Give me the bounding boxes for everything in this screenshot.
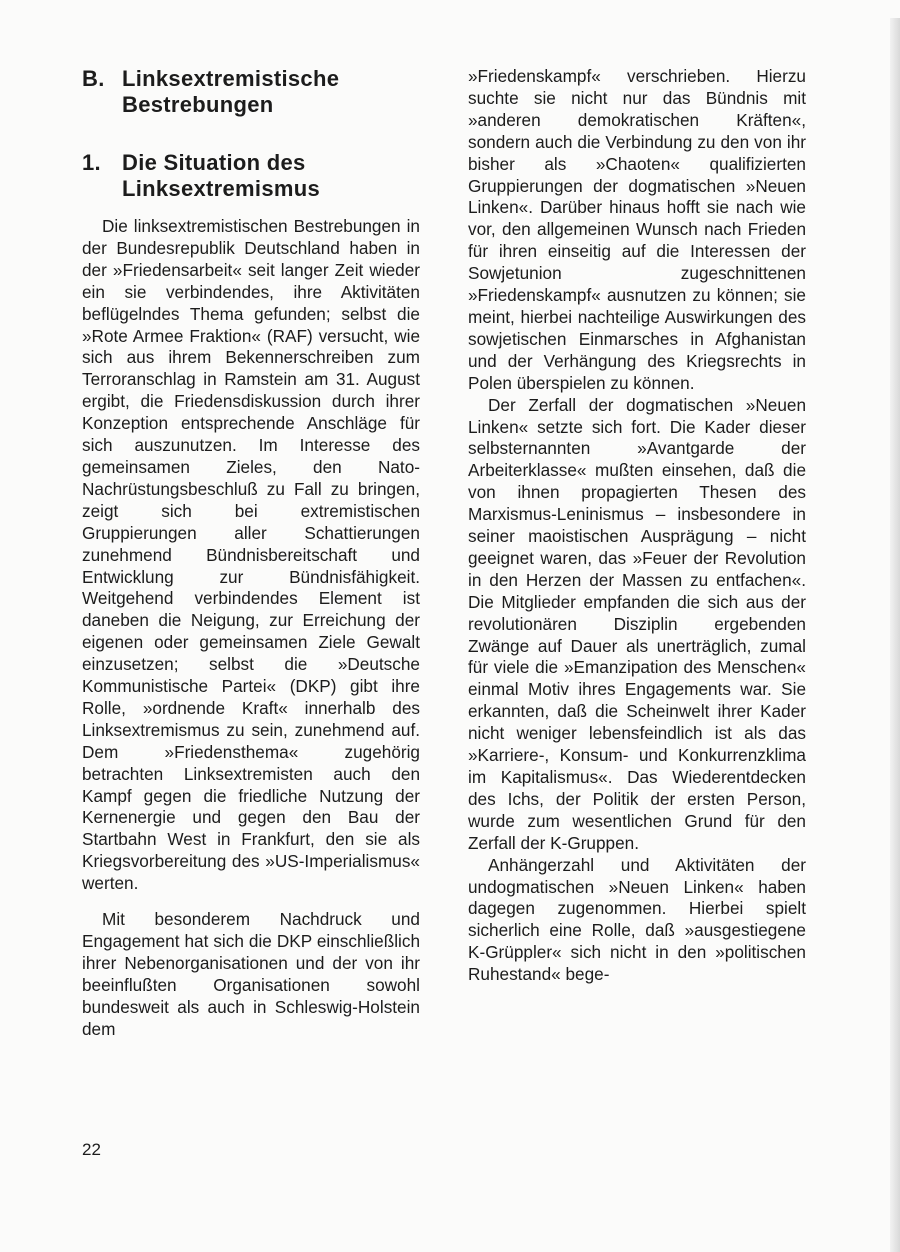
section-heading [82,66,420,118]
section-heading-title: Linksextremistische Bestrebungen [122,66,340,117]
right-paragraph-1: »Friedenskampf« verschrieben. Hierzu suchte sie nicht nur das Bündnis mit »anderen demokratischen Kräften«, sondern auch die Verbindung zu den von ihr bisher als »Chaoten« qualifizierten Gruppierungen der dogmatischen »Neuen Linken«. Darüber hinaus hofft sie nach wie vor, den allgemeinen Wunsch nach Frieden für ihren einseitig auf die Interessen der Sowjetunion zugeschnittenen »Friedenskampf« ausnutzen zu können; sie meint, hierbei nachteilige Auswirkungen des sowjetischen Einmarsches in Afghanistan und der Verhängung des Kriegsrechts in Polen überspielen zu können. [468,66,806,393]
scan-edge-shadow [890,18,900,1252]
right-paragraph-3: Anhängerzahl und Aktivitäten der undogmatischen »Neuen Linken« haben dagegen zugenommen. Hierbei spielt sicherlich eine Rolle, daß »ausgestiegene K-Grüppler« sich nicht in den »politischen Ruhestand« bege- [468,854,806,985]
subsection-heading-title: Die Situation des Linksextremismus [122,150,320,201]
left-column [82,66,420,1041]
left-paragraph-1: Die linksextremistischen Bestrebungen in der Bundesrepublik Deutschland haben in der »Friedensarbeit« seit langer Zeit wieder ein sie verbindendes, ihre Aktivitäten beflügelndes Thema gefunden; selbst die »Rote Armee Fraktion« (RAF) versucht, wie sich aus ihrem Bekennerschreiben zum Terroranschlag in Ramstein am 31. August ergibt, die Friedensdiskussion durch ihrer Konzeption entsprechende Anschläge für sich auszunutzen. Im Interesse des gemeinsamen Zieles, den Nato-Nachrüstungsbeschluß zu Fall zu bringen, zeigt sich bei extremistischen Gruppierungen aller Schattierungen zunehmend Bündnisbereitschaft und Entwicklung zur Bündnisfähigkeit. Weitgehend verbindendes Element ist daneben die Neigung, zur Erreichung der eigenen oder gemeinsamen Ziele Gewalt einzusetzen; selbst die »Deutsche Kommunistische Partei« (DKP) gibt ihre Rolle, »ordnende Kraft« innerhalb des Linksextremismus zu sein, zunehmend auf. Dem »Friedensthema« zugehörig betrachten Linksextremisten auch den Kampf gegen die friedliche Nutzung der Kernenergie und gegen den Bau der Startbahn West in Frankfurt, den sie als Kriegsvorbereitung des »US-Imperialismus« werten. [82,216,420,894]
subsection-heading-number: 1. [82,150,101,175]
right-paragraph-2: Der Zerfall der dogmatischen »Neuen Linken« setzte sich fort. Die Kader dieser selbsternannten »Avantgarde der Arbeiterklasse« mußten einsehen, daß die von ihnen propagierten Thesen des Marxismus-Leninismus – insbesondere in seiner maoistischen Ausprägung – nicht geeignet waren, das »Feuer der Revolution in den Herzen der Massen zu entfachen«. Die Mitglieder empfanden die sich aus der revolutionären Disziplin ergebenden Zwänge auf Dauer als unerträglich, zumal für viele die »Emanzipation des Menschen« einmal Motiv ihres Engagements war. Sie erkannten, daß die Scheinwelt ihrer Kader nicht weniger lebensfeindlich ist als das »Karriere-, Konsum- und Konkurrenzklima im Kapitalismus«. Das Wiederentdecken des Ichs, der Politik der ersten Person, wurde zum wesentlichen Grund für den Zerfall der K-Gruppen. [468,394,806,853]
right-column [468,66,806,986]
subsection-heading [82,150,420,202]
left-paragraph-2: Mit besonderem Nachdruck und Engagement hat sich die DKP einschließlich ihrer Nebenorganisationen und der von ihr beeinflußten Organisationen sowohl bundesweit als auch in Schleswig-Holstein dem [82,909,420,1039]
page-number: 22 [82,1140,101,1159]
section-heading-number: B. [82,66,105,91]
